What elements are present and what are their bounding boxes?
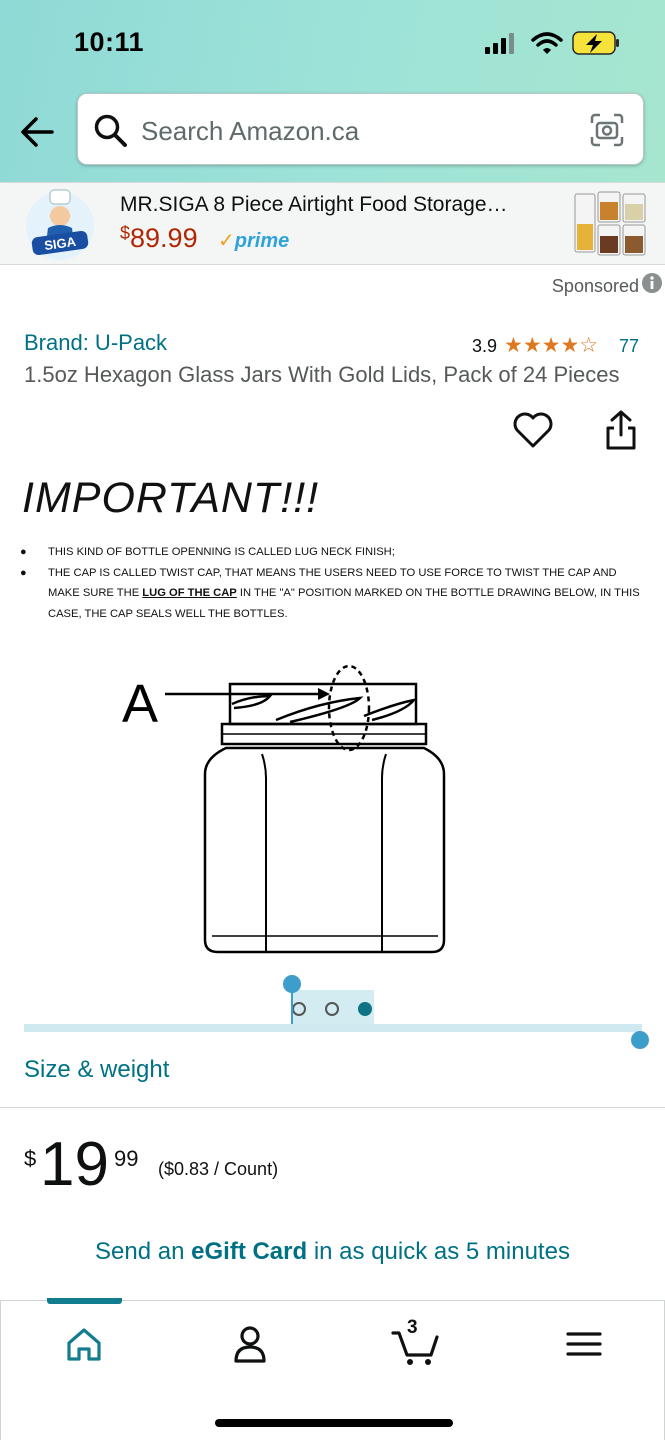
product-title: 1.5oz Hexagon Glass Jars With Gold Lids, Pack of 24 Pieces xyxy=(24,362,620,387)
camera-scan-icon[interactable] xyxy=(589,112,625,148)
status-icons xyxy=(485,30,621,58)
image-bullet-1: ● THIS KIND OF BOTTLE OPENNING IS CALLED LUG NECK FINISH; xyxy=(20,542,650,563)
cart-count: 3 xyxy=(407,1317,418,1338)
ad-title[interactable]: MR.SIGA 8 Piece Airtight Food Storage… xyxy=(120,193,508,216)
wifi-icon xyxy=(533,34,561,54)
rating-count-link[interactable]: 77 xyxy=(619,336,640,356)
egift-link[interactable]: Send an eGift Card in as quick as 5 minutes xyxy=(95,1238,570,1265)
price-fraction: 99 xyxy=(114,1146,139,1171)
price-whole: 19 xyxy=(40,1130,109,1199)
selection-handle-start[interactable] xyxy=(283,975,301,993)
account-icon[interactable] xyxy=(225,1321,275,1367)
unit-price: ($0.83 / Count) xyxy=(158,1159,279,1179)
pager-dot-2[interactable] xyxy=(325,1002,339,1016)
back-arrow-icon[interactable] xyxy=(18,112,58,152)
image-bullets xyxy=(20,542,650,624)
signal-icon xyxy=(485,33,514,54)
rating-stars[interactable]: ★★★★☆ xyxy=(504,334,599,357)
nav-active-indicator xyxy=(47,1298,122,1304)
cart-button[interactable] xyxy=(391,1317,441,1367)
image-heading: IMPORTANT!!! xyxy=(22,474,320,522)
selection-handle-end[interactable] xyxy=(631,1031,649,1049)
svg-text:SIGA: SIGA xyxy=(43,233,77,254)
size-weight-link[interactable]: Size & weight xyxy=(24,1056,170,1083)
status-time: 10:11 xyxy=(74,27,145,57)
ad-price: $89.99 xyxy=(120,223,198,253)
pager-dot-3-active[interactable] xyxy=(358,1002,372,1016)
menu-icon[interactable] xyxy=(559,1321,609,1367)
search-icon xyxy=(92,112,128,148)
bottom-nav xyxy=(0,1300,665,1440)
pager-dot-1[interactable] xyxy=(292,1002,306,1016)
price-currency: $ xyxy=(24,1146,37,1171)
selection-handle-stem xyxy=(291,990,293,1024)
search-input[interactable]: Search Amazon.ca xyxy=(141,116,360,146)
mr-siga-logo xyxy=(18,186,102,262)
share-icon[interactable] xyxy=(600,408,642,452)
ad-product-thumbnail xyxy=(573,188,647,260)
battery-icon xyxy=(573,32,619,54)
rating-value: 3.9 xyxy=(472,336,498,356)
home-indicator-bar xyxy=(215,1419,453,1427)
brand-link[interactable]: Brand: U-Pack xyxy=(24,330,168,355)
marker-a: A xyxy=(122,674,159,734)
image-bullet-2: ● THE CAP IS CALLED TWIST CAP, THAT MEANS THE USERS NEED TO USE FORCE TO TWIST THE CAP AND MAKE SURE THE LUG OF THE CAP IN THE "A" POSITION MARKED ON THE BOTTLE DRAWING BELOW, IN THIS CASE, THE CAP SEALS WELL THE BOTTLES. xyxy=(20,563,650,625)
selection-slider-track[interactable] xyxy=(24,1024,642,1032)
heart-icon[interactable] xyxy=(512,410,554,450)
image-pager[interactable] xyxy=(292,990,374,1026)
sponsored-ad-banner[interactable] xyxy=(0,182,665,265)
product-image[interactable] xyxy=(0,460,665,980)
divider xyxy=(0,1107,665,1108)
sponsored-label: Sponsored xyxy=(551,276,639,296)
search-bar[interactable] xyxy=(77,93,644,165)
prime-badge: ✓prime xyxy=(218,230,290,252)
jar-drawing xyxy=(0,640,665,970)
info-icon[interactable] xyxy=(641,272,663,294)
home-icon[interactable] xyxy=(59,1321,109,1367)
